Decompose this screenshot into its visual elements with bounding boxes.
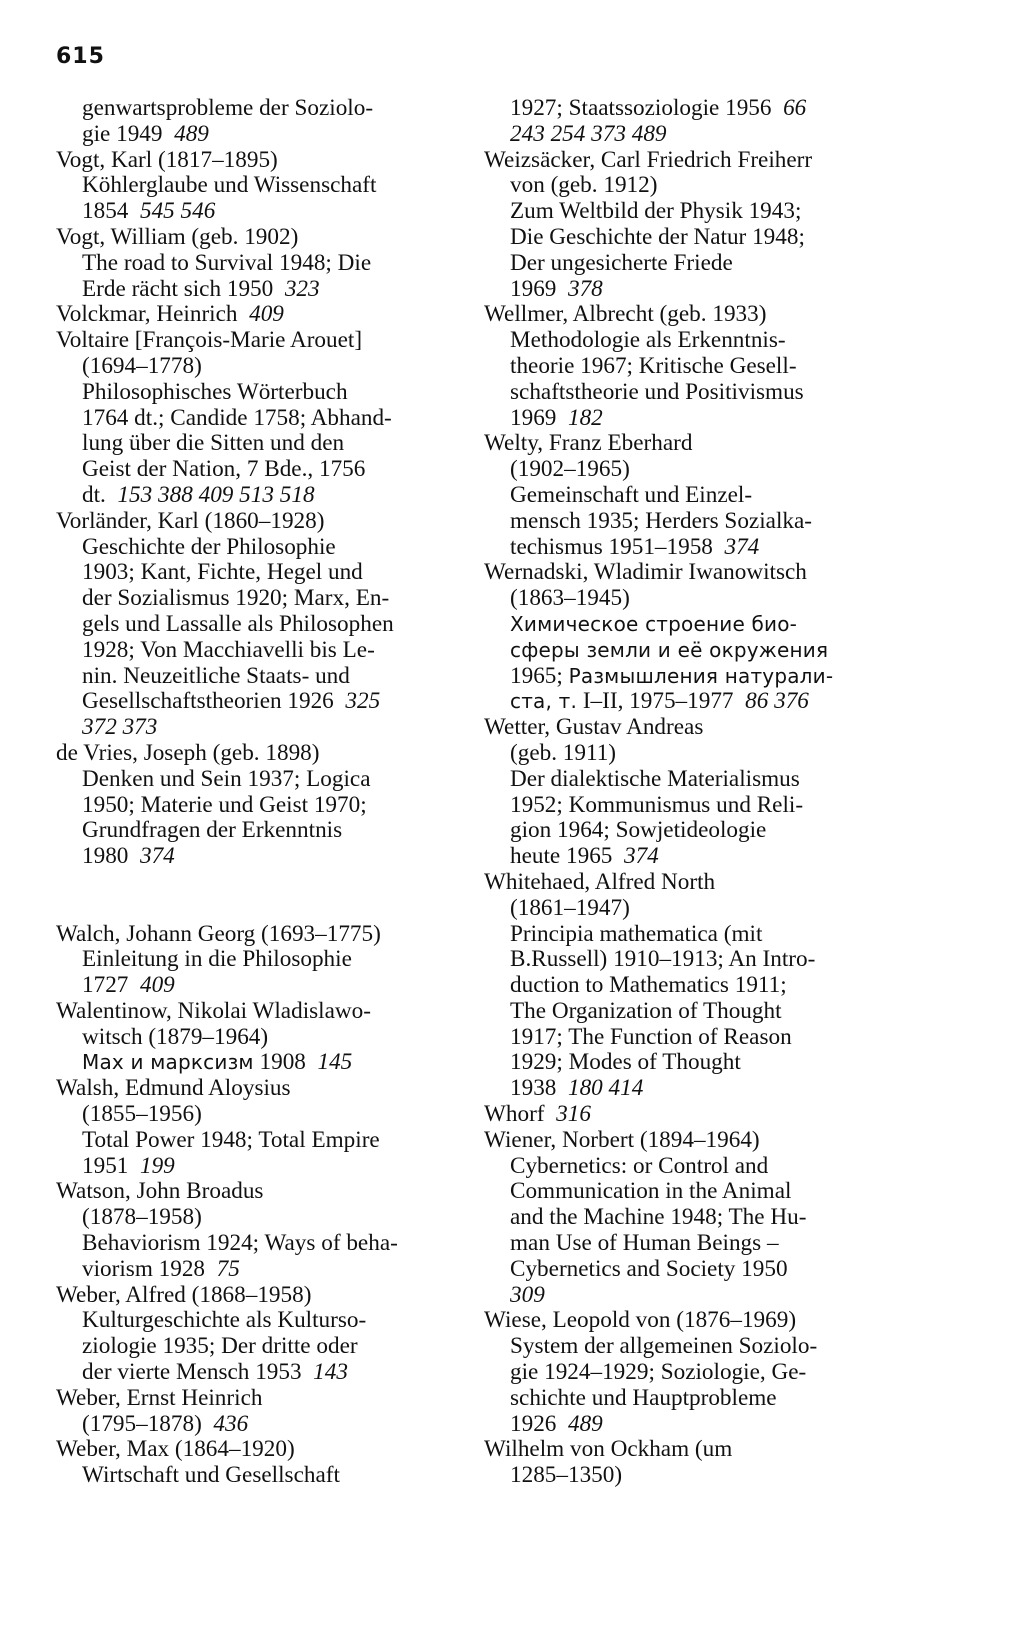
- entry-text: Zum Weltbild der Physik 1943;: [510, 198, 802, 225]
- entry-text: duction to Mathematics 1911;: [510, 972, 787, 999]
- entry-text: ziologie 1935; Der dritte oder: [82, 1333, 358, 1360]
- entry-detail-line: [484, 199, 904, 225]
- entry-text: Einleitung in die Philosophie: [82, 946, 352, 973]
- entry-text: de Vries, Joseph (geb. 1898): [56, 739, 320, 766]
- entry-text: 1965;: [510, 662, 569, 689]
- entry-text: der Sozialismus 1920; Marx, En-: [82, 585, 390, 612]
- entry-detail-line: [484, 818, 904, 844]
- entry-text: Wiener, Norbert (1894–1964): [484, 1126, 760, 1153]
- page-references: 436: [213, 1410, 249, 1437]
- page-references: 325: [345, 688, 381, 715]
- entry-text: Erde rächt sich 1950: [82, 275, 274, 302]
- entry-text: witsch (1879–1964): [82, 1023, 269, 1050]
- entry-text: Der ungesicherte Friede: [510, 249, 733, 276]
- entry-detail-line: [484, 457, 904, 483]
- entry-text: viorism 1928: [82, 1255, 206, 1282]
- entry-heading-line: [484, 148, 904, 174]
- entry-text: Principia mathematica (mit: [510, 920, 763, 947]
- cyrillic-title: Размышления натурали-: [568, 663, 834, 688]
- page-references: 243 254 373 489: [510, 120, 667, 147]
- entry-detail-line: [56, 122, 456, 148]
- page-references: 75: [216, 1255, 240, 1282]
- entry-text: Weber, Max (1864–1920): [56, 1436, 295, 1463]
- cyrillic-title: ста, т.: [510, 689, 578, 714]
- page-references: 323: [284, 275, 320, 302]
- entry-heading-line: [484, 560, 904, 586]
- page-references: 374: [139, 843, 175, 870]
- entry-detail-line: [56, 793, 456, 819]
- entry-detail-line: [484, 354, 904, 380]
- page-references: 145: [317, 1049, 353, 1076]
- entry-text: Die Geschichte der Natur 1948;: [510, 223, 805, 250]
- entry-text: von (geb. 1912): [510, 172, 658, 199]
- entry-detail-line: [484, 767, 904, 793]
- cyrillic-title: Химическое строение био-: [510, 611, 798, 636]
- entry-detail-line: [56, 844, 456, 870]
- entry-text: (1902–1965): [510, 456, 630, 483]
- entry-text: 1285–1350): [510, 1462, 623, 1489]
- entry-text: 1928; Von Macchiavelli bis Le-: [82, 636, 375, 663]
- entry-detail-line: [56, 1257, 456, 1283]
- entry-detail-line: [56, 1102, 456, 1128]
- entry-text: Denken und Sein 1937; Logica: [82, 765, 371, 792]
- entry-detail-line: [56, 1308, 456, 1334]
- entry-detail-line: [56, 1334, 456, 1360]
- entry-text: Welty, Franz Eberhard: [484, 430, 693, 457]
- entry-detail-line: [484, 973, 904, 999]
- entry-text: Geist der Nation, 7 Bde., 1756: [82, 456, 366, 483]
- page-references: 489: [174, 120, 209, 147]
- entry-text: Methodologie als Erkenntnis-: [510, 327, 786, 354]
- entry-text: Grundfragen der Erkenntnis: [82, 817, 343, 844]
- entry-text: theorie 1967; Kritische Gesell-: [510, 352, 797, 379]
- page-references: 309: [510, 1281, 545, 1308]
- entry-text: Communication in the Animal: [510, 1178, 792, 1205]
- entry-detail-line: [484, 380, 904, 406]
- entry-detail-line: [484, 896, 904, 922]
- entry-text: and the Machine 1948; The Hu-: [510, 1204, 807, 1231]
- entry-text: Der dialektische Materialismus: [510, 765, 800, 792]
- entry-text: (geb. 1911): [510, 739, 617, 766]
- entry-detail-line: [56, 689, 456, 715]
- entry-detail-line: [56, 612, 456, 638]
- entry-detail-line: [484, 922, 904, 948]
- entry-detail-line: [56, 277, 456, 303]
- entry-detail-line: [484, 96, 904, 122]
- entry-detail-line: [484, 741, 904, 767]
- entry-text: Weber, Ernst Heinrich: [56, 1384, 263, 1411]
- entry-text: Wilhelm von Ockham (um: [484, 1436, 733, 1463]
- entry-detail-line: [56, 715, 456, 741]
- page-references: 199: [139, 1152, 175, 1179]
- entry-detail-line: [484, 1412, 904, 1438]
- entry-detail-line: [484, 1179, 904, 1205]
- index-column-left: [56, 96, 456, 1489]
- entry-heading-line: [56, 1437, 456, 1463]
- entry-text: Voltaire [François-Marie Arouet]: [56, 327, 363, 354]
- entry-text: 1927; Staatssoziologie 1956: [510, 95, 772, 121]
- entry-text: Watson, John Broadus: [56, 1178, 264, 1205]
- entry-text: Whorf: [484, 1101, 545, 1128]
- entry-detail-line: [56, 457, 456, 483]
- entry-heading-line: [56, 509, 456, 535]
- page-number: 615: [56, 44, 105, 69]
- entry-text: Weber, Alfred (1868–1958): [56, 1281, 312, 1308]
- page-references: 316: [556, 1101, 591, 1128]
- entry-detail-line: [484, 1025, 904, 1051]
- entry-text: schaftstheorie und Positivismus: [510, 378, 804, 405]
- page-references: 374: [724, 533, 760, 560]
- page-references: 66: [783, 95, 807, 121]
- cyrillic-title: Мах и марксизм: [82, 1050, 254, 1075]
- entry-detail-line: [484, 1283, 904, 1309]
- page-references: 143: [313, 1359, 348, 1386]
- entry-detail-line: [56, 1412, 456, 1438]
- entry-detail-line: [56, 586, 456, 612]
- page-references: 489: [567, 1410, 603, 1437]
- entry-detail-line: [484, 947, 904, 973]
- entry-detail-line: [56, 1205, 456, 1231]
- page-references: 378: [567, 275, 603, 302]
- entry-detail-line: [484, 689, 904, 715]
- entry-text: (1855–1956): [82, 1101, 202, 1128]
- entry-text: 1764 dt.; Candide 1758; Abhand-: [82, 404, 392, 431]
- entry-detail-line: [56, 638, 456, 664]
- entry-detail-line: [484, 173, 904, 199]
- entry-text: Philosophisches Wörterbuch: [82, 378, 348, 405]
- entry-text: dt.: [82, 481, 106, 508]
- entry-text: schichte und Hauptprobleme: [510, 1384, 777, 1411]
- entry-text: gion 1964; Sowjetideologie: [510, 817, 767, 844]
- entry-text: 1980: [82, 843, 129, 870]
- entry-detail-line: [484, 1076, 904, 1102]
- entry-text: 1854: [82, 198, 129, 225]
- cyrillic-title: сферы земли и её окружения: [510, 637, 829, 662]
- entry-text: The road to Survival 1948; Die: [82, 249, 372, 276]
- entry-heading-line: [56, 1076, 456, 1102]
- entry-heading-line: [484, 1102, 904, 1128]
- entry-detail-line: [484, 1154, 904, 1180]
- entry-text: Weizsäcker, Carl Friedrich Freiherr: [484, 146, 813, 173]
- entry-text: 1950; Materie und Geist 1970;: [82, 791, 367, 818]
- entry-detail-line: [484, 1386, 904, 1412]
- entry-detail-line: [484, 1334, 904, 1360]
- entry-heading-line: [484, 431, 904, 457]
- entry-heading-line: [484, 1308, 904, 1334]
- entry-text: 1969: [510, 404, 557, 431]
- entry-text: Whitehaed, Alfred North: [484, 868, 716, 895]
- entry-detail-line: [484, 535, 904, 561]
- page-references: 409: [139, 972, 175, 999]
- entry-detail-line: [484, 328, 904, 354]
- entry-detail-line: [484, 122, 904, 148]
- entry-detail-line: [56, 947, 456, 973]
- entry-detail-line: [56, 1463, 456, 1489]
- entry-text: Köhlerglaube und Wissenschaft: [82, 172, 377, 199]
- entry-detail-line: [56, 483, 456, 509]
- entry-detail-line: [56, 96, 456, 122]
- entry-detail-line: [484, 612, 904, 638]
- entry-heading-line: [56, 1179, 456, 1205]
- entry-text: Walentinow, Nikolai Wladislawo-: [56, 997, 371, 1024]
- page-references: 374: [623, 843, 659, 870]
- entry-detail-line: [484, 1231, 904, 1257]
- entry-text: Gesellschaftstheorien 1926: [82, 688, 334, 715]
- entry-heading-line: [56, 328, 456, 354]
- entry-text: Cybernetics and Society 1950: [510, 1255, 788, 1282]
- entry-heading-line: [56, 225, 456, 251]
- entry-text: Total Power 1948; Total Empire: [82, 1126, 380, 1153]
- entry-text: 1727: [82, 972, 129, 999]
- entry-text: gels und Lassalle als Philosophen: [82, 610, 394, 637]
- entry-detail-line: [484, 225, 904, 251]
- page-references: 153 388 409 513 518: [117, 481, 315, 508]
- entry-text: (1694–1778): [82, 352, 202, 379]
- entry-heading-line: [484, 870, 904, 896]
- entry-text: (1863–1945): [510, 585, 630, 612]
- entry-text: 1917; The Function of Reason: [510, 1023, 792, 1050]
- entry-text: techismus 1951–1958: [510, 533, 713, 560]
- entry-text: B.Russell) 1910–1913; An Intro-: [510, 946, 816, 973]
- entry-detail-line: [56, 1360, 456, 1386]
- entry-detail-line: [56, 973, 456, 999]
- entry-heading-line: [56, 1283, 456, 1309]
- entry-text: Vogt, William (geb. 1902): [56, 223, 299, 250]
- entry-text: Vorländer, Karl (1860–1928): [56, 507, 325, 534]
- entry-text: heute 1965: [510, 843, 613, 870]
- entry-detail-line: [484, 483, 904, 509]
- index-column-right: [484, 96, 904, 1489]
- entry-text: genwartsprobleme der Soziolo-: [82, 95, 374, 121]
- entry-detail-line: [484, 1257, 904, 1283]
- entry-text: Wiese, Leopold von (1876–1969): [484, 1307, 797, 1334]
- entry-detail-line: [484, 509, 904, 535]
- entry-detail-line: [484, 1463, 904, 1489]
- entry-heading-line: [56, 148, 456, 174]
- page-references: 372 373: [82, 714, 158, 741]
- entry-detail-line: [56, 664, 456, 690]
- entry-heading-line: [56, 1386, 456, 1412]
- entry-text: Cybernetics: or Control and: [510, 1152, 769, 1179]
- entry-text: (1795–1878): [82, 1410, 202, 1437]
- entry-text: Wernadski, Wladimir Iwanowitsch: [484, 559, 807, 586]
- entry-text: (1861–1947): [510, 894, 630, 921]
- entry-text: Geschichte der Philosophie: [82, 533, 336, 560]
- entry-text: System der allgemeinen Soziolo-: [510, 1333, 818, 1360]
- entry-detail-line: [56, 560, 456, 586]
- entry-detail-line: [484, 586, 904, 612]
- entry-text: Vogt, Karl (1817–1895): [56, 146, 278, 173]
- page-references: 182: [567, 404, 603, 431]
- entry-detail-line: [56, 818, 456, 844]
- entry-heading-line: [56, 999, 456, 1025]
- entry-detail-line: [484, 844, 904, 870]
- entry-text: 1908: [253, 1049, 306, 1076]
- entry-detail-line: [56, 1025, 456, 1051]
- entry-heading-line: [484, 1437, 904, 1463]
- page-references: 86 376: [745, 688, 809, 715]
- entry-text: 1952; Kommunismus und Reli-: [510, 791, 804, 818]
- entry-text: gie 1949: [82, 120, 163, 147]
- entry-text: 1926: [510, 1410, 557, 1437]
- entry-detail-line: [56, 380, 456, 406]
- entry-detail-line: [56, 199, 456, 225]
- entry-detail-line: [484, 406, 904, 432]
- entry-detail-line: [56, 1050, 456, 1076]
- entry-detail-line: [56, 406, 456, 432]
- entry-text: man Use of Human Beings –: [510, 1230, 779, 1257]
- entry-detail-line: [56, 535, 456, 561]
- entry-text: 1969: [510, 275, 557, 302]
- entry-text: Wetter, Gustav Andreas: [484, 714, 704, 741]
- entry-detail-line: [56, 431, 456, 457]
- entry-text: mensch 1935; Herders Sozialka-: [510, 507, 812, 534]
- entry-text: Wellmer, Albrecht (geb. 1933): [484, 301, 767, 328]
- entry-text: 1903; Kant, Fichte, Hegel und: [82, 559, 363, 586]
- entry-text: Walch, Johann Georg (1693–1775): [56, 920, 381, 947]
- entry-text: nin. Neuzeitliche Staats- und: [82, 662, 350, 689]
- entry-heading-line: [56, 302, 456, 328]
- entry-heading-line: [484, 302, 904, 328]
- entry-detail-line: [56, 251, 456, 277]
- page-references: 545 546: [139, 198, 216, 225]
- entry-detail-line: [56, 767, 456, 793]
- entry-text: 1951: [82, 1152, 129, 1179]
- entry-text: Walsh, Edmund Aloysius: [56, 1075, 291, 1102]
- entry-text: 1929; Modes of Thought: [510, 1049, 741, 1076]
- entry-detail-line: [484, 251, 904, 277]
- page-references: 409: [249, 301, 284, 328]
- entry-text: Behaviorism 1924; Ways of beha-: [82, 1230, 398, 1257]
- entry-detail-line: [56, 1154, 456, 1180]
- entry-text: Wirtschaft und Gesellschaft: [82, 1462, 340, 1489]
- entry-detail-line: [484, 664, 904, 690]
- entry-text: lung über die Sitten und den: [82, 430, 345, 457]
- entry-heading-line: [56, 741, 456, 767]
- entry-text: 1938: [510, 1075, 557, 1102]
- entry-detail-line: [484, 793, 904, 819]
- entry-text: (1878–1958): [82, 1204, 202, 1231]
- entry-heading-line: [56, 922, 456, 948]
- entry-heading-line: [484, 1128, 904, 1154]
- entry-heading-line: [484, 715, 904, 741]
- entry-detail-line: [484, 1205, 904, 1231]
- entry-text: der vierte Mensch 1953: [82, 1359, 302, 1386]
- entry-text: Volckmar, Heinrich: [56, 301, 238, 328]
- entry-detail-line: [56, 1231, 456, 1257]
- entry-detail-line: [484, 1360, 904, 1386]
- entry-detail-line: [484, 638, 904, 664]
- section-gap: [56, 870, 456, 922]
- entry-detail-line: [484, 277, 904, 303]
- page-references: 180 414: [567, 1075, 644, 1102]
- entry-detail-line: [56, 173, 456, 199]
- entry-detail-line: [484, 1050, 904, 1076]
- entry-text: I–II, 1975–1977: [577, 688, 734, 715]
- entry-text: The Organization of Thought: [510, 997, 782, 1024]
- entry-text: Kulturgeschichte als Kulturso-: [82, 1307, 367, 1334]
- entry-text: Gemeinschaft und Einzel-: [510, 481, 753, 508]
- entry-detail-line: [484, 999, 904, 1025]
- entry-detail-line: [56, 1128, 456, 1154]
- entry-detail-line: [56, 354, 456, 380]
- entry-text: gie 1924–1929; Soziologie, Ge-: [510, 1359, 807, 1386]
